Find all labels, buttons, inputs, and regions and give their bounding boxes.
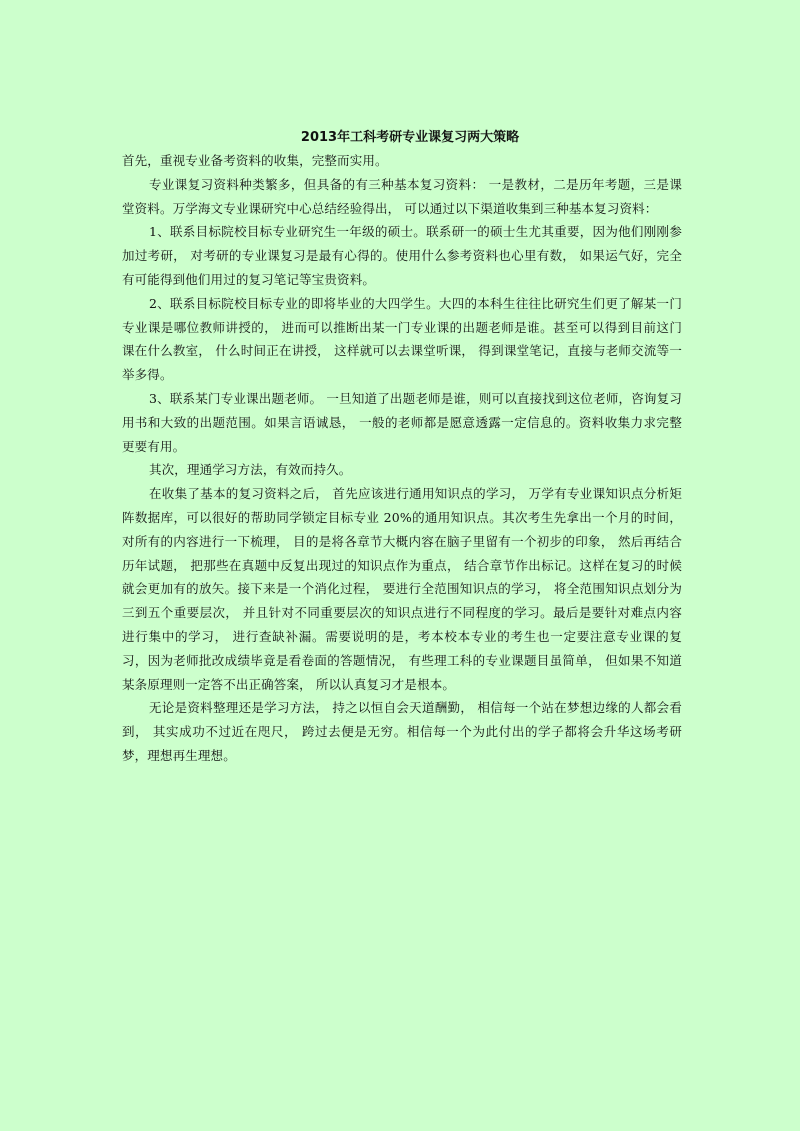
paragraph-intro: 首先，重视专业备考资料的收集，完整而实用。 bbox=[122, 153, 388, 168]
paragraph-method: 在收集了基本的复习资料之后， 首先应该进行通用知识点的学习， 万学有专业课知识点分析矩阵数据库，可以很好的帮助同学锁定目标专业 20%的通用知识点。其次考生先拿出一个月的时间， 对所有的内容进行一下梳理， 目的是将各章节大概内容在脑子里留有一个初步的印象， 然后再结合历年试题， 把那些在真题中反复出现过的知识点作为重点， 结合章节作出标记。这样在复习的时候就会更加有的放矢。接下来是一个消化过程， 要进行全范围知识点的学习， 将全范围知识点划分为三到五个重要层次， 并且针对不同重要层次的知识点进行不同程度的学习。最后是要针对难点内容进行集中的学习， 进行查缺补漏。需要说明的是，考本校本专业的考生也一定要注意专业课的复习，因为老师批改成绩毕竟是看卷面的答题情况， 有些理工科的专业课题目虽简单， 但如果不知道某条原理则一定答不出正确答案， 所以认真复习才是根本。 bbox=[122, 486, 682, 692]
paragraph-channel-2: 2、联系目标院校目标专业的即将毕业的大四学生。大四的本科生往往比研究生们更了解某一门专业课是哪位教师讲授的， 进而可以推断出某一门专业课的出题老师是谁。甚至可以得到目前这门课在什么教室， 什么时间正在讲授， 这样就可以去课堂听课， 得到课堂笔记，直接与老师交流等一举多得。 bbox=[122, 295, 682, 383]
paragraph-channel-3: 3、联系某门专业课出题老师。 一旦知道了出题老师是谁，则可以直接找到这位老师，咨询复习用书和大致的出题范围。如果言语诚恳， 一般的老师都是愿意透露一定信息的。资料收集力求完整更要有用。 bbox=[122, 390, 682, 454]
paragraph-materials: 专业课复习资料种类繁多，但具备的有三种基本复习资料： 一是教材，二是历年考题，三是课堂资料。万学海文专业课研究中心总结经验得出， 可以通过以下渠道收集到三种基本复习资料： bbox=[122, 176, 682, 216]
paragraph-channel-1: 1、联系目标院校目标专业研究生一年级的硕士。联系研一的硕士生尤其重要，因为他们刚刚参加过考研， 对考研的专业课复习是最有心得的。使用什么参考资料也心里有数， 如果运气好，完全有可能得到他们用过的复习笔记等宝贵资料。 bbox=[122, 224, 682, 287]
document-page bbox=[122, 127, 682, 768]
document-title: 2013年工科考研专业课复习两大策略 bbox=[300, 130, 520, 145]
paragraph-method-heading: 其次，理通学习方法，有效而持久。 bbox=[149, 462, 352, 478]
paragraph-conclusion: 无论是资料整理还是学习方法， 持之以恒自会天道酬勤， 相信每一个站在梦想边缘的人都会看到， 其实成功不过近在咫尺， 跨过去便是无穷。相信每一个为此付出的学子都将会升华这场考研梦，理想再生理想。 bbox=[122, 700, 682, 763]
